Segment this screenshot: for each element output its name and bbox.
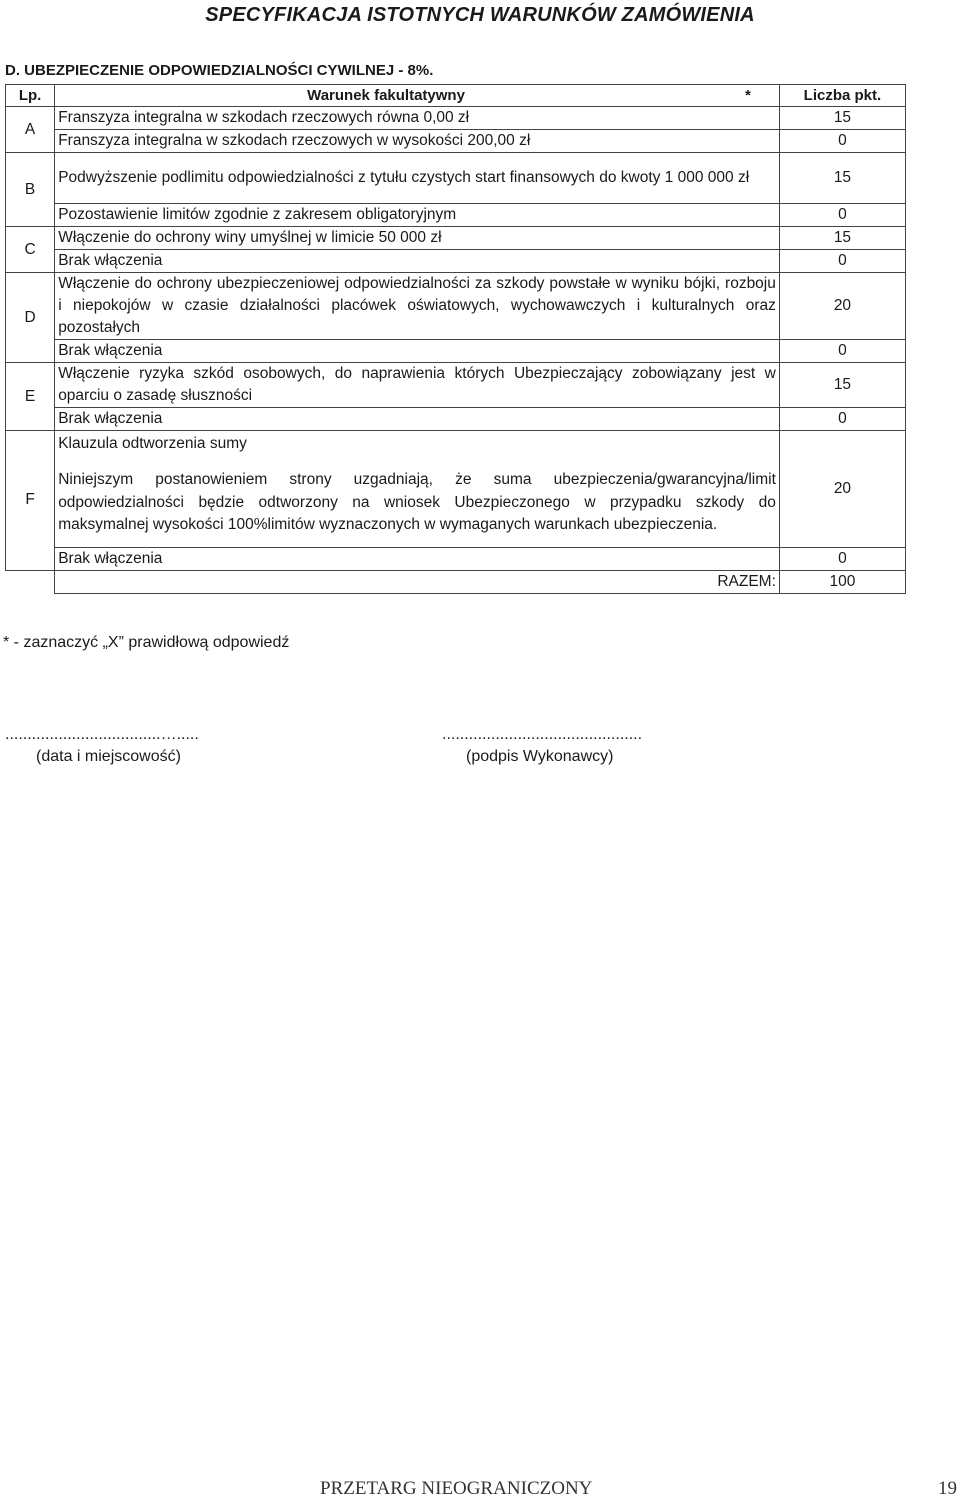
points-value: 20 xyxy=(779,273,905,340)
table-row xyxy=(6,340,906,363)
table-row xyxy=(6,363,906,408)
table-row xyxy=(6,431,906,548)
condition-text: Franszyza integralna w szkodach rzeczowych w wysokości 200,00 zł xyxy=(55,130,780,153)
clause-title: Klauzula odtworzenia sumy xyxy=(58,435,247,452)
conditions-table xyxy=(5,84,906,594)
row-label-e: E xyxy=(6,363,55,431)
total-label: RAZEM: xyxy=(55,570,780,593)
condition-text: Brak włączenia xyxy=(55,408,780,431)
table-row xyxy=(6,408,906,431)
points-value: 15 xyxy=(779,107,905,130)
page-number: 19 xyxy=(938,1478,957,1499)
points-value: 0 xyxy=(779,340,905,363)
header-condition: Warunek fakultatywny xyxy=(55,85,717,107)
table-row xyxy=(6,153,906,204)
points-value: 15 xyxy=(779,227,905,250)
table-row xyxy=(6,204,906,227)
condition-text: Franszyza integralna w szkodach rzeczowych równa 0,00 zł xyxy=(55,107,780,130)
points-value: 0 xyxy=(779,250,905,273)
table-row xyxy=(6,107,906,130)
document-title: SPECYFIKACJA ISTOTNYCH WARUNKÓW ZAMÓWIENIA xyxy=(205,4,755,26)
header-points: Liczba pkt. xyxy=(779,85,905,107)
header-lp: Lp. xyxy=(6,85,55,107)
signature-label: (podpis Wykonawcy) xyxy=(466,748,614,765)
table-row xyxy=(6,130,906,153)
total-row xyxy=(6,570,906,593)
section-title: D. UBEZPIECZENIE ODPOWIEDZIALNOŚCI CYWILNEJ - 8%. xyxy=(5,62,434,79)
condition-text: Brak włączenia xyxy=(55,340,780,363)
row-label-f: F xyxy=(6,431,55,571)
condition-text: Podwyższenie podlimitu odpowiedzialności z tytułu czystych start finansowych do kwoty 1 000 000 zł xyxy=(55,153,780,204)
table-row xyxy=(6,227,906,250)
points-value: 20 xyxy=(779,431,905,548)
row-label-d: D xyxy=(6,273,55,363)
date-place-line: ...................................…..... xyxy=(5,726,199,743)
condition-text: Włączenie do ochrony winy umyślnej w limicie 50 000 zł xyxy=(55,227,780,250)
row-label-a: A xyxy=(6,107,55,153)
footnote: * - zaznaczyć „X” prawidłową odpowiedź xyxy=(3,634,290,651)
condition-text: Pozostawienie limitów zgodnie z zakresem obligatoryjnym xyxy=(55,204,780,227)
points-value: 0 xyxy=(779,130,905,153)
points-value: 0 xyxy=(779,408,905,431)
points-value: 15 xyxy=(779,153,905,204)
condition-text: Włączenie ryzyka szkód osobowych, do naprawienia których Ubezpieczający zobowiązany jest w oparciu o zasadę słuszności xyxy=(55,363,780,408)
table-row xyxy=(6,273,906,340)
total-value: 100 xyxy=(779,570,905,593)
clause-text: Niniejszym postanowieniem strony uzgadniają, że suma ubezpieczenia/gwarancyjna/limit odpowiedzialności będzie odtworzony na wniosek Ubezpieczonego w przypadku szkody do maksymalnej wysokości 100%limitów wyznaczonych w wymaganych warunkach ubezpieczenia. xyxy=(58,471,776,533)
clause-cell xyxy=(55,431,780,548)
condition-text: Brak włączenia xyxy=(55,250,780,273)
table-row xyxy=(6,250,906,273)
row-label-c: C xyxy=(6,227,55,273)
table-header-row xyxy=(6,85,906,107)
condition-text: Brak włączenia xyxy=(55,547,780,570)
condition-text: Włączenie do ochrony ubezpieczeniowej odpowiedzialności za szkody powstałe w wyniku bójki, rozboju i niepokojów w czasie działalności placówek oświatowych, wychowawczych i kulturalnych oraz pozostałych xyxy=(55,273,780,340)
points-value: 0 xyxy=(779,204,905,227)
row-label-b: B xyxy=(6,153,55,227)
points-value: 0 xyxy=(779,547,905,570)
header-star: * xyxy=(717,85,780,107)
table-row xyxy=(6,547,906,570)
points-value: 15 xyxy=(779,363,905,408)
signature-line: ............................................. xyxy=(442,726,643,743)
footer-text: PRZETARG NIEOGRANICZONY xyxy=(320,1478,593,1499)
date-place-label: (data i miejscowość) xyxy=(36,748,181,765)
